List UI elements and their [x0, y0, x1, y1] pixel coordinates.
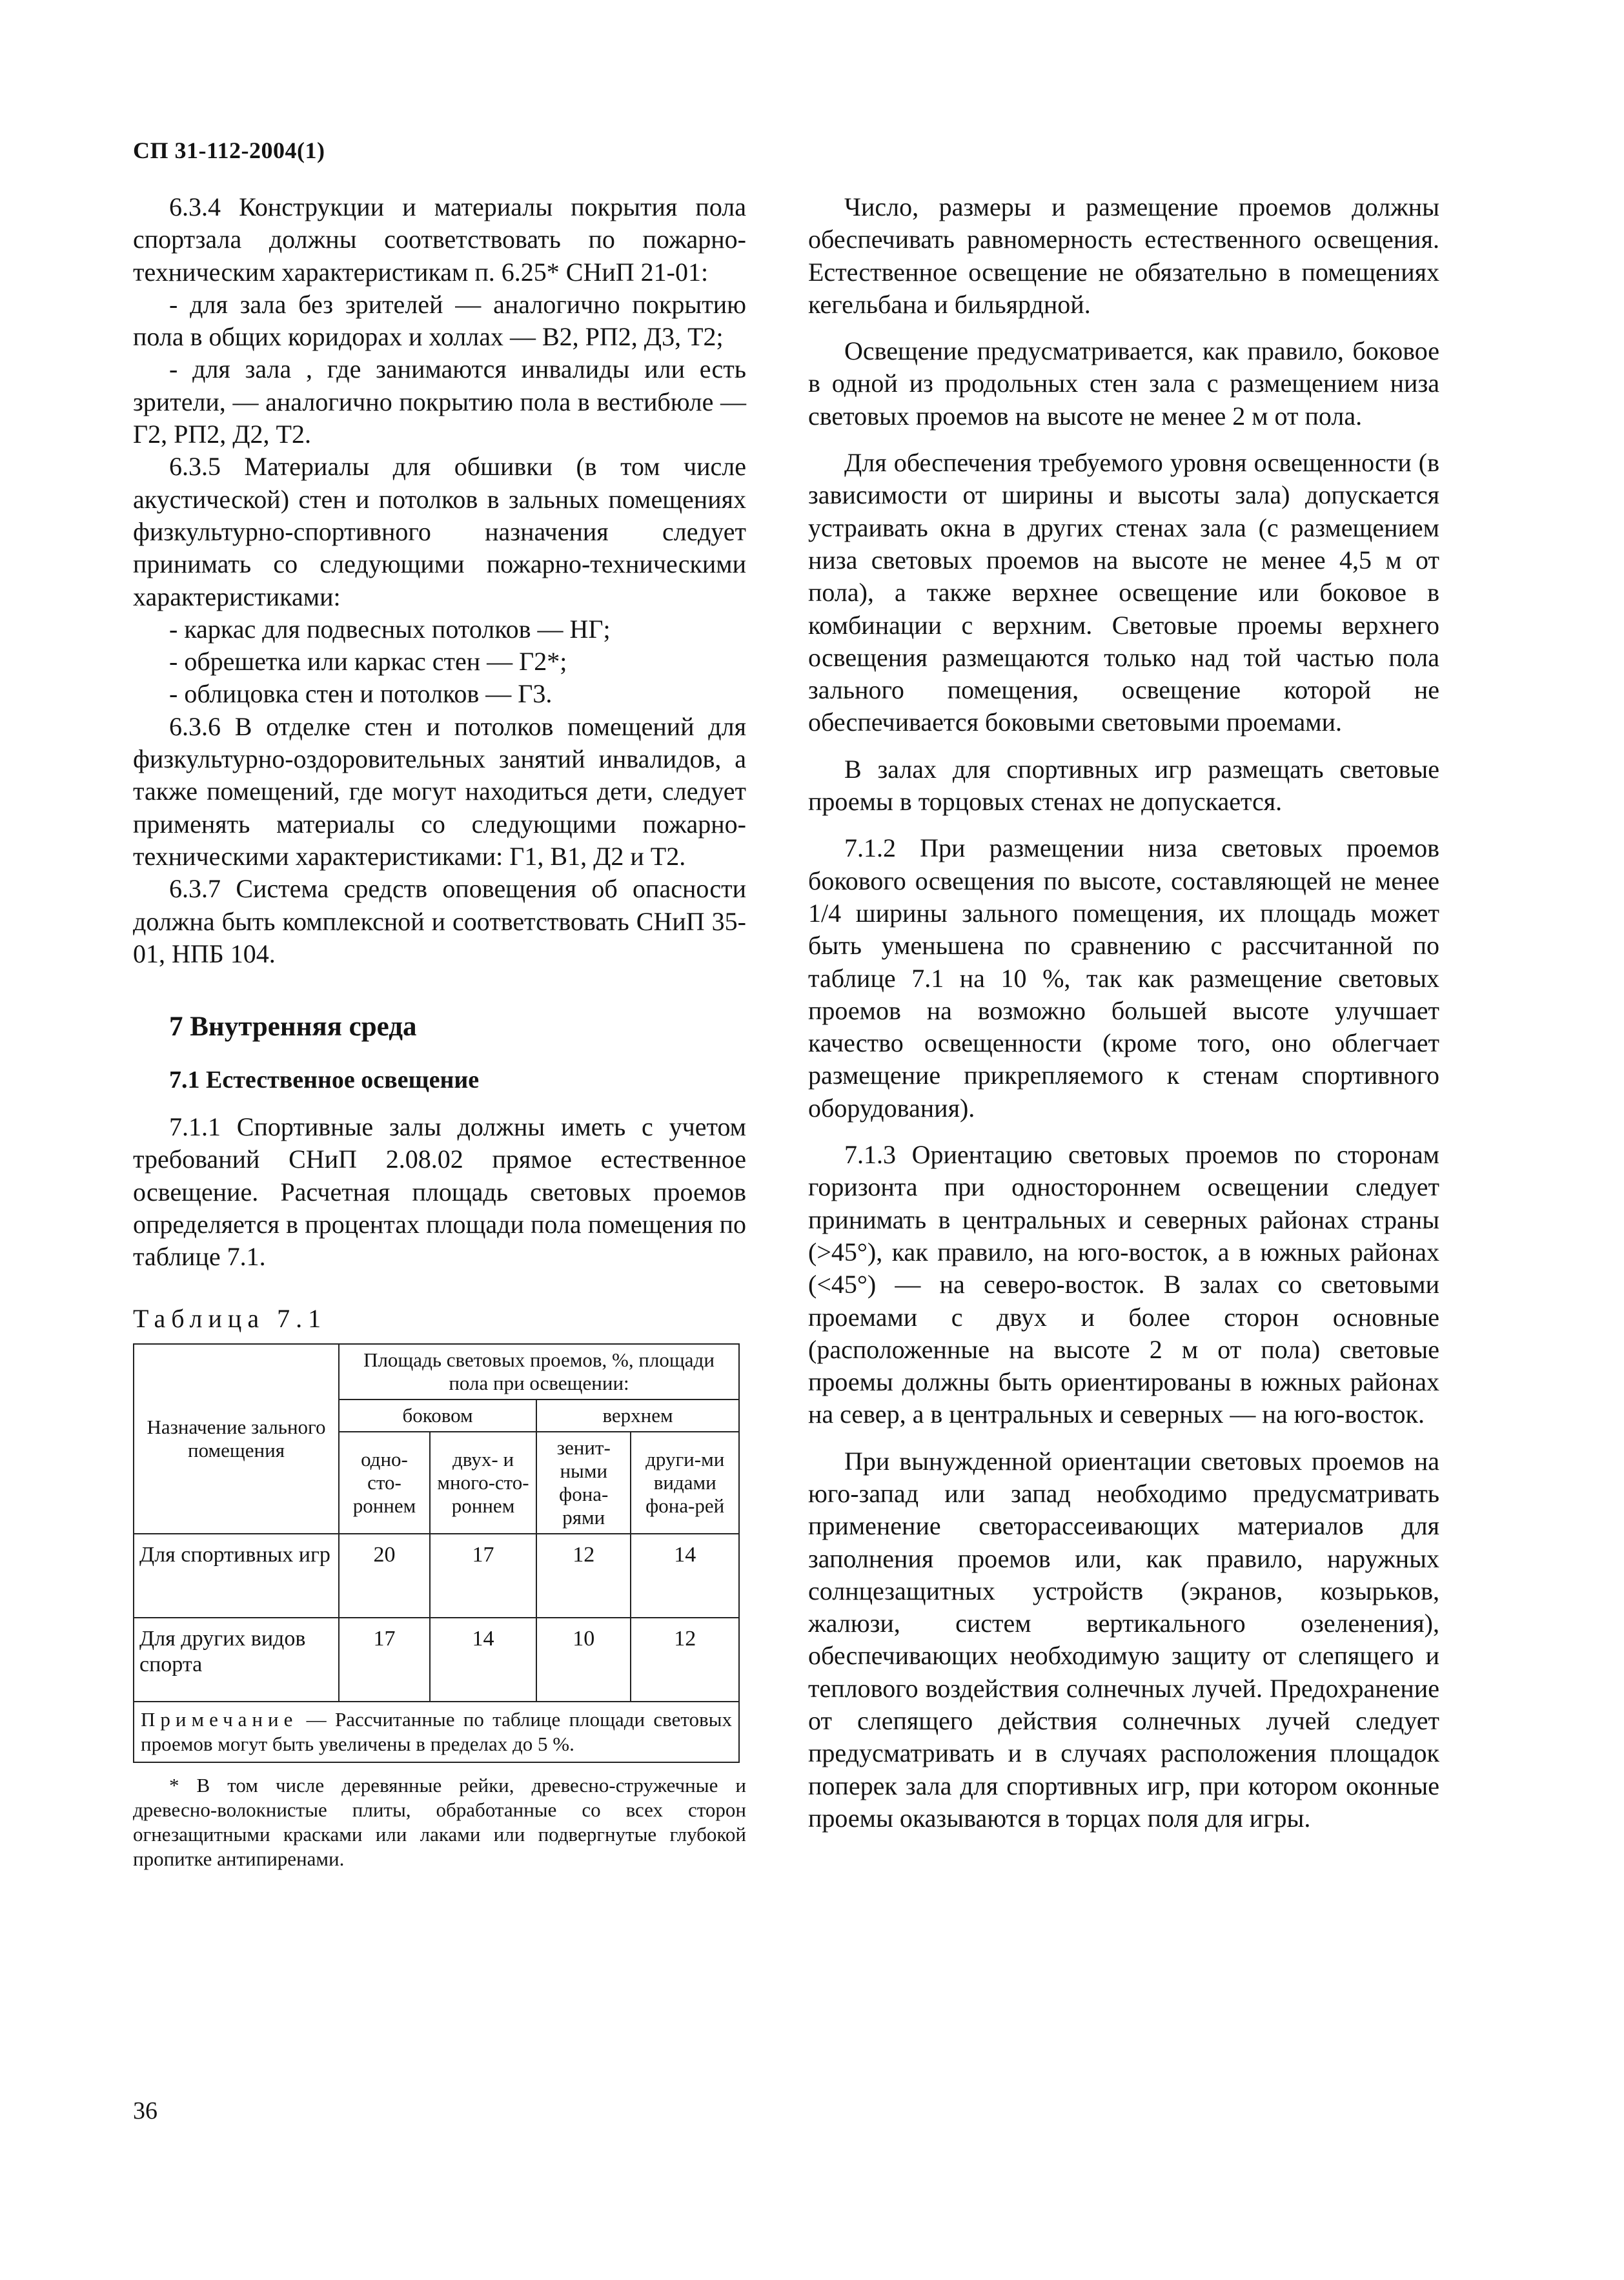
- table-header-zenith: зенит-ными фона-рями: [536, 1432, 631, 1534]
- table-row: [134, 1534, 739, 1618]
- lighting-table: [133, 1343, 740, 1763]
- subsection-heading: 7.1 Естественное освещение: [169, 1066, 480, 1094]
- table-header-top: верхнем: [536, 1400, 739, 1432]
- list-item: - для зала без зрителей — аналогично покрытию пола в общих коридорах и холлах — В2, РП2, Д3, Т2;: [133, 289, 746, 352]
- footnote: * В том числе деревянные рейки, древесно-стружечные и древесно-волокнистые плиты, обработанные со всех сторон огнезащитными красками или лаками или подвергнутые глубокой пропитке антипиренами.: [133, 1773, 746, 1870]
- list-item: - облицовка стен и потолков — Г3.: [169, 679, 553, 709]
- paragraph-6-3-6: 6.3.6 В отделке стен и потолков помещений для физкультурно-оздоровительных занятий инвалидов, а также помещений, где могут находиться дети, следует применять материалы со следующими пожарно-техническими характеристиками: Г1, В1, Д2 и Т2.: [133, 711, 746, 871]
- table-cell: 17: [339, 1618, 430, 1702]
- table-cell: 12: [536, 1534, 631, 1618]
- page-number: 36: [133, 2097, 157, 2124]
- table-row-label: Для других видов спорта: [134, 1618, 339, 1702]
- list-item: - обрешетка или каркас стен — Г2*;: [169, 647, 567, 677]
- table-cell: 12: [631, 1618, 739, 1702]
- paragraph-7-1-1: 7.1.1 Спортивные залы должны иметь с учетом требований СНиП 2.08.02 прямое естественное освещение. Расчетная площадь световых проемов определяется в процентах площади пола помещения по таблице 7.1.: [133, 1112, 746, 1272]
- right-column: [808, 191, 1439, 1835]
- table-cell: 14: [430, 1618, 536, 1702]
- table-header-two-side: двух- и много-сто-роннем: [430, 1432, 536, 1534]
- paragraph: В залах для спортивных игр размещать световые проемы в торцовых стенах не допускается.: [808, 754, 1439, 817]
- list-item: - каркас для подвесных потолков — НГ;: [169, 614, 611, 644]
- document-code: СП 31-112-2004(1): [133, 137, 325, 163]
- table-note-text: — Рассчитанные по таблице площади световых проемов могут быть увеличены в пределах до 5 %.: [141, 1707, 732, 1755]
- table-row-label: Для спортивных игр: [134, 1534, 339, 1618]
- paragraph-6-3-5: 6.3.5 Материалы для обшивки (в том числе акустической) стен и потолков в зальных помещениях физкультурно-спортивного назначения следует принимать со следующими пожарно-техническими характеристиками:: [133, 452, 746, 611]
- table-caption: Таблица 7.1: [133, 1303, 327, 1333]
- table-header-other: други-ми видами фона-рей: [631, 1432, 739, 1534]
- table-note: [134, 1702, 739, 1762]
- paragraph: Для обеспечения требуемого уровня освещенности (в зависимости от ширины и высоты зала) допускается устраивать окна в других стенах зала (с размещением низа световых проемов на высоте не менее 4,5 м от пола), а также верхнее освещение или боковое в комбинации с верхним. Световые проемы верхнего освещения размещаются только над той частью пола зального помещения, освещение которой не обеспечивается боковыми световыми проемами.: [808, 448, 1439, 737]
- table-header-side: боковом: [339, 1400, 536, 1432]
- list-item: - для зала , где занимаются инвалиды или есть зрители, — аналогично покрытию пола в вестибюле — Г2, РП2, Д2, Т2.: [133, 354, 746, 449]
- left-column: [133, 191, 746, 1871]
- table-note-label: Примечание: [141, 1707, 298, 1731]
- paragraph: Освещение предусматривается, как правило, боковое в одной из продольных стен зала с размещением низа световых проемов на высоте не менее 2 м от пола.: [808, 336, 1439, 431]
- paragraph-7-1-3: 7.1.3 Ориентацию световых проемов по сторонам горизонта при одностороннем освещении следует принимать в центральных и северных районах страны (>45°), как правило, на юго-восток, а в южных районах (<45°) — на северо-восток. В залах со световыми проемами с двух и более сторон основные (расположенные на высоте 2 м от пола) световые проемы должны быть ориентированы в южных районах на север, а в центральных и северных — на юго-восток.: [808, 1140, 1439, 1429]
- paragraph: При вынужденной ориентации световых проемов на юго-запад или запад необходимо предусматривать применение светорассеивающих материалов для заполнения проемов или, как правило, наружных солнцезащитных устройств (экранов, козырьков, жалюзи, систем вертикального озеленения), обеспечивающих необходимую защиту от слепящего и теплового воздействия солнечных лучей. Предохранение от слепящего действия солнечных лучей следует предусматривать и в случаях расположения площадок поперек зала для спортивных игр, при котором оконные проемы оказываются в торцах поля для игры.: [808, 1446, 1439, 1833]
- paragraph-6-3-4: 6.3.4 Конструкции и материалы покрытия пола спортзала должны соответствовать по пожарно-техническим характеристикам п. 6.25* СНиП 21-01:: [133, 192, 746, 287]
- table-cell: 17: [430, 1534, 536, 1618]
- paragraph-6-3-7: 6.3.7 Система средств оповещения об опасности должна быть комплексной и соответствовать СНиП 35-01, НПБ 104.: [133, 874, 746, 968]
- table-header-area: Площадь световых проемов, %, площади пола при освещении:: [339, 1344, 739, 1400]
- table-header-one-side: одно-сто-роннем: [339, 1432, 430, 1534]
- table-header-purpose: Назначение зального помещения: [134, 1344, 339, 1534]
- table-row: [134, 1618, 739, 1702]
- table-cell: 14: [631, 1534, 739, 1618]
- paragraph-7-1-2: 7.1.2 При размещении низа световых проемов бокового освещения по высоте, составляющей не менее 1/4 ширины зального помещения, их площадь может быть уменьшена по сравнению с рассчитанной по таблице 7.1 на 10 %, так как размещение световых проемов на возможно большей высоте улучшает качество освещенности (кроме того, оно облегчает размещение прикрепляемого к стенам спортивного оборудования).: [808, 833, 1439, 1123]
- section-heading: 7 Внутренняя среда: [169, 1012, 417, 1043]
- table-cell: 20: [339, 1534, 430, 1618]
- paragraph: Число, размеры и размещение проемов должны обеспечивать равномерность естественного освещения. Естественное освещение не обязательно в помещениях кегельбана и бильярдной.: [808, 192, 1439, 319]
- table-cell: 10: [536, 1618, 631, 1702]
